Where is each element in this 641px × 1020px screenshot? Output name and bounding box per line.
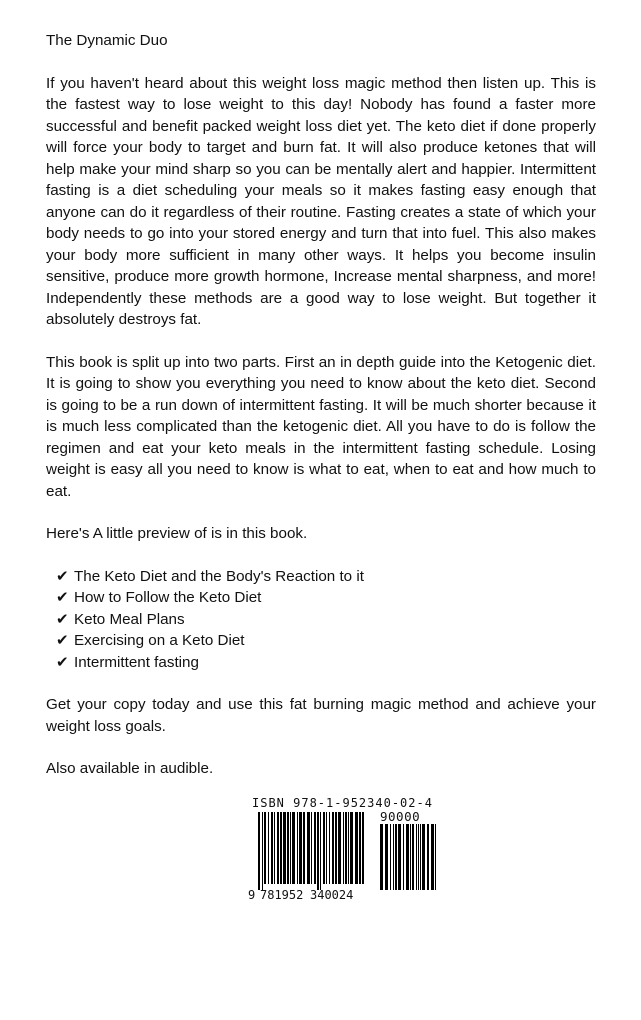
barcode-bar xyxy=(422,824,425,890)
barcode-bar xyxy=(350,812,353,884)
barcode-bar xyxy=(435,824,436,890)
list-item xyxy=(56,652,596,674)
barcode-bar xyxy=(390,824,391,890)
barcode-bar xyxy=(280,812,282,884)
barcode-bar xyxy=(271,812,273,884)
list-item xyxy=(56,630,596,652)
barcode-bar xyxy=(268,812,269,884)
barcode-bar xyxy=(355,812,358,884)
barcode-bar xyxy=(348,812,349,884)
barcode-bar xyxy=(385,824,388,890)
barcode-digits-right: 340024 xyxy=(310,888,354,902)
barcode-bar xyxy=(320,812,321,890)
price-code: 90000 xyxy=(380,809,421,824)
barcode-bar xyxy=(258,812,260,890)
barcode-bar xyxy=(395,824,397,890)
barcode-bar xyxy=(393,824,394,890)
barcode-bar xyxy=(314,812,316,884)
barcode-bar xyxy=(343,812,344,884)
checkmark-icon: ✔ xyxy=(56,653,69,671)
barcode-bar xyxy=(262,812,263,890)
description-paragraph-1: If you haven't heard about this weight loss magic method then listen up. This is the fastest way to lose weight to this day! Nobody has found a faster more successful and benefit packed weight loss diet yet. The keto diet if done properly will force your body to target and burn fat. It will also produce ketones that will help make your mind sharp so you can be mentally alert and happier. Intermittent fasting is a diet scheduling your meals so it makes fasting easy enough that anyone can do it regardless of their routine. Fasting creates a state of which your body needs to go into your stored energy and turn that into fuel. This also makes your body more sufficient in many other ways. It helps you become insulin sensitive, produce more growth hormone, Increase mental sharpness, and more! Independently these methods are a good way to lose weight. But together it absolutely destroys fat. xyxy=(46,74,596,328)
barcode-bar xyxy=(297,812,298,884)
barcode-bar xyxy=(307,812,310,884)
isbn-label: ISBN 978-1-952340-02-4 xyxy=(252,796,433,810)
barcode-bar xyxy=(398,824,401,890)
barcode-bar xyxy=(362,812,364,884)
barcode-bar xyxy=(317,812,319,890)
barcode-bar xyxy=(431,824,434,890)
barcode-bar xyxy=(274,812,275,884)
barcode-bar xyxy=(406,824,409,890)
barcode-bar xyxy=(345,812,347,884)
barcode-bar xyxy=(332,812,334,884)
barcode-bar xyxy=(359,812,361,884)
barcode-bar xyxy=(299,812,302,884)
barcode-bar xyxy=(287,812,289,884)
list-item xyxy=(56,609,596,631)
contents-checklist xyxy=(46,566,596,674)
checkmark-icon: ✔ xyxy=(56,567,69,585)
list-item xyxy=(56,566,596,588)
checkmark-icon: ✔ xyxy=(56,610,69,628)
barcode-bar xyxy=(326,812,327,884)
barcode-bar xyxy=(420,824,421,890)
description-paragraph-2: This book is split up into two parts. First an in depth guide into the Ketogenic diet. It is going to show you everything you need to know about the keto diet. Second is going to be a run down of intermittent fasting. It will be much shorter because it is much less complicated than the ketogenic diet. All you have to do is follow the regimen and eat your keto meals in the intermittent fasting schedule. Losing weight is easy all you need to know is what to eat, when to eat and how much to eat. xyxy=(46,353,596,500)
barcode-bar xyxy=(403,824,404,890)
list-item-label: Intermittent fasting xyxy=(74,653,199,671)
isbn-barcode xyxy=(248,796,440,906)
list-item xyxy=(56,587,596,609)
list-item-label: Keto Meal Plans xyxy=(74,610,185,628)
list-item-label: Exercising on a Keto Diet xyxy=(74,632,245,649)
barcode-digits-left: 781952 xyxy=(260,888,304,902)
barcode-bar xyxy=(283,812,286,884)
barcode-bar xyxy=(427,824,429,890)
barcode-bar xyxy=(412,824,414,890)
closing-paragraph: Get your copy today and use this fat burning magic method and achieve your weight loss goals. xyxy=(46,696,596,735)
barcode-bar xyxy=(418,824,419,890)
barcode-bar xyxy=(338,812,341,884)
checkmark-icon: ✔ xyxy=(56,632,69,649)
barcode-bar xyxy=(311,812,312,884)
availability-note: Also available in audible. xyxy=(46,760,214,777)
barcode-bar xyxy=(380,824,383,890)
checkmark-icon: ✔ xyxy=(56,589,69,606)
page-title: The Dynamic Duo xyxy=(46,32,168,49)
barcode-bar xyxy=(329,812,330,884)
list-item-label: The Keto Diet and the Body's Reaction to it xyxy=(74,567,364,585)
barcode-bar xyxy=(335,812,337,884)
barcode-bar xyxy=(416,824,417,890)
barcode-bar xyxy=(323,812,325,884)
barcode-bar xyxy=(410,824,411,890)
barcode-bar xyxy=(277,812,279,884)
barcode-bar xyxy=(290,812,291,884)
barcode-first-digit: 9 xyxy=(248,888,256,902)
list-item-label: How to Follow the Keto Diet xyxy=(74,589,262,606)
back-cover-text xyxy=(46,30,596,801)
barcode-bar xyxy=(264,812,266,884)
preview-intro: Here's A little preview of is in this book. xyxy=(46,525,308,542)
barcode-bar xyxy=(303,812,305,884)
barcode-bar xyxy=(292,812,295,884)
